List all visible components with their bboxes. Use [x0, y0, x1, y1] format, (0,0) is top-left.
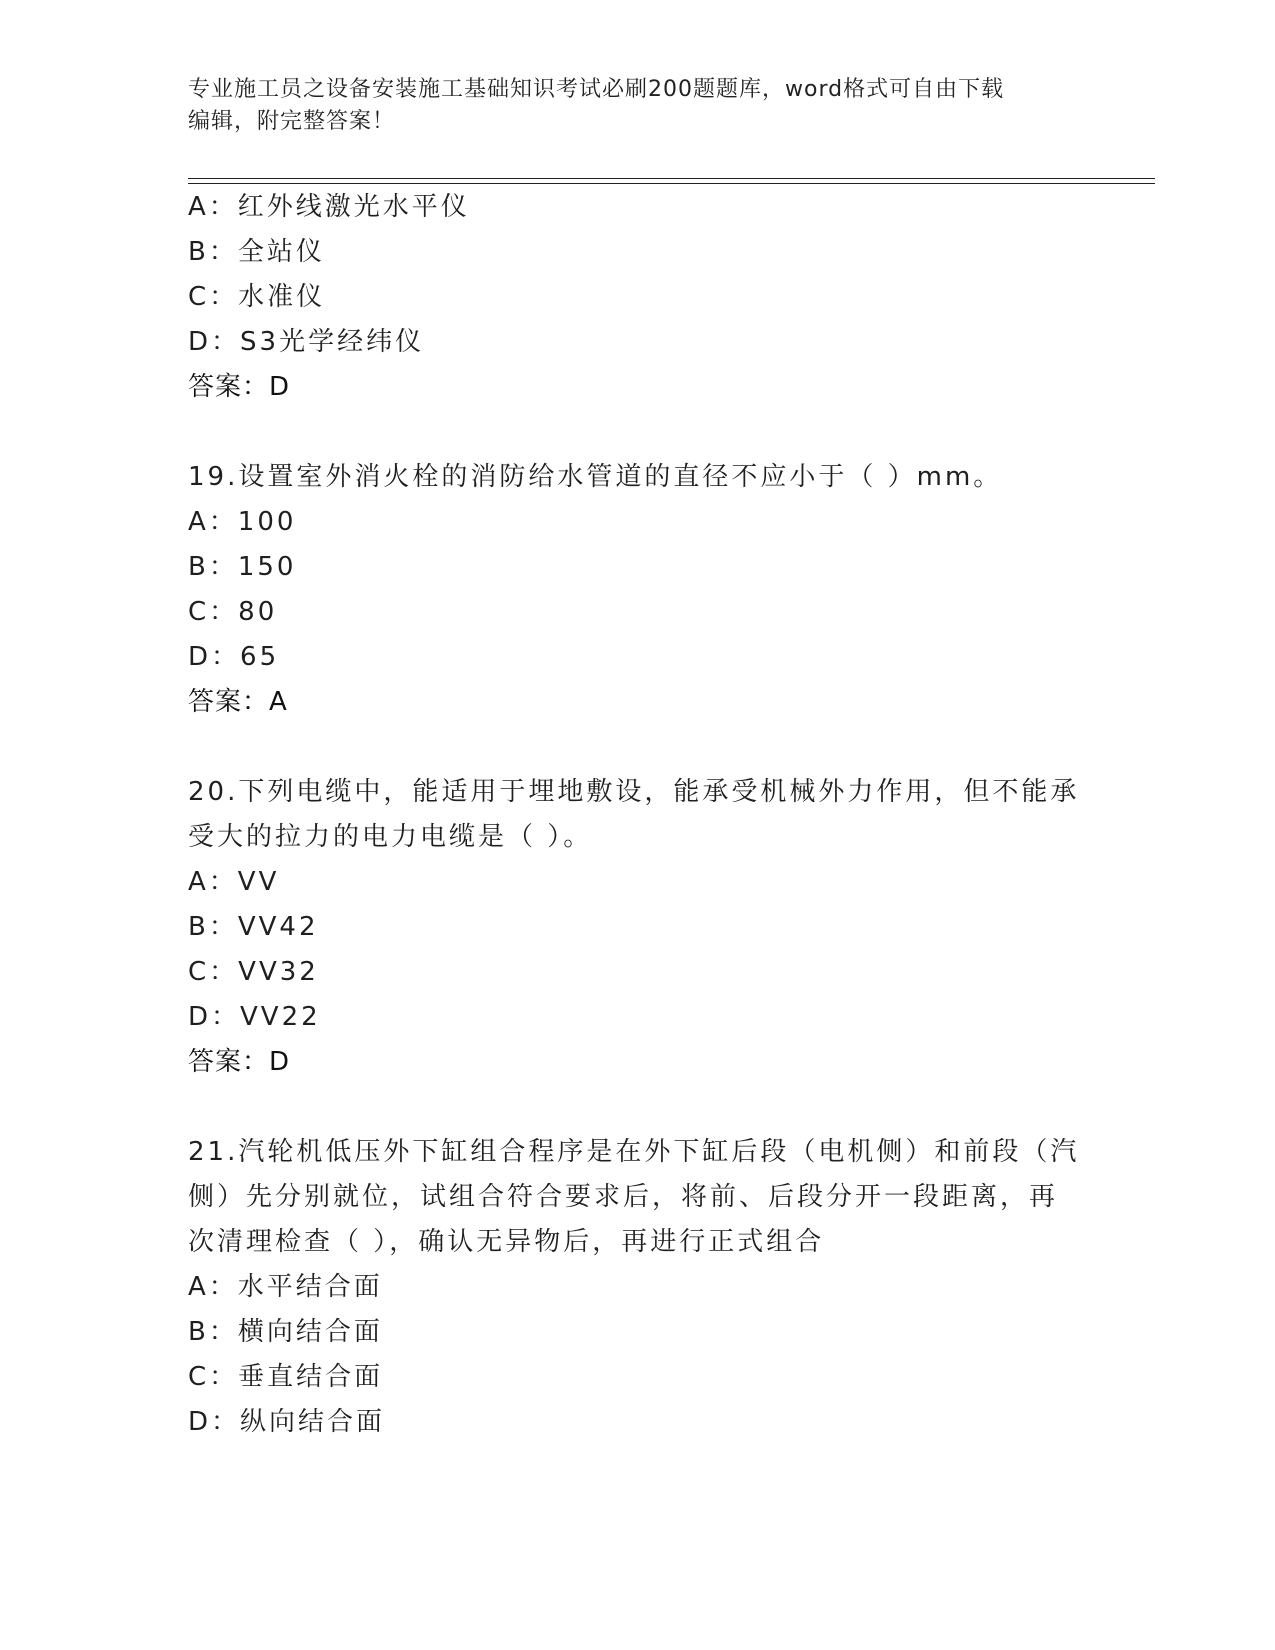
q19-option-d: D：65 — [188, 642, 280, 672]
q20-option-b: B：VV42 — [188, 912, 319, 942]
q21-stem-line2: 侧）先分别就位，试组合符合要求后，将前、后段分开一段距离，再 — [188, 1182, 1059, 1212]
q18-option-c: C：水准仪 — [188, 282, 326, 312]
q20-option-c: C：VV32 — [188, 957, 319, 987]
document-header — [188, 74, 1078, 138]
q21-option-b: B：横向结合面 — [188, 1317, 383, 1347]
q19-option-b: B：150 — [188, 552, 297, 582]
q21-option-c: C：垂直结合面 — [188, 1362, 384, 1392]
q21-option-d: D：纵向结合面 — [188, 1407, 386, 1437]
header-divider-top — [188, 178, 1155, 179]
q20-answer: 答案：D — [188, 1047, 291, 1077]
q19-option-c: C：80 — [188, 597, 278, 627]
q20-option-d: D：VV22 — [188, 1002, 321, 1032]
header-title-line2: 编辑，附完整答案！ — [188, 109, 396, 134]
q19-option-a: A：100 — [188, 507, 297, 537]
header-title-line1: 专业施工员之设备安装施工基础知识考试必刷200题题库，word格式可自由下载 — [188, 77, 1005, 102]
q18-option-d: D：S3光学经纬仪 — [188, 327, 425, 357]
q19-answer: 答案：A — [188, 687, 288, 717]
q20-stem-line2: 受大的拉力的电力电缆是（ ）。 — [188, 822, 593, 852]
q21-option-a: A：水平结合面 — [188, 1272, 383, 1302]
q18-option-a: A：红外线激光水平仪 — [188, 192, 470, 222]
q20-stem-line1: 20.下列电缆中，能适用于埋地敷设，能承受机械外力作用，但不能承 — [188, 777, 1080, 807]
q21-stem-line1: 21.汽轮机低压外下缸组合程序是在外下缸后段（电机侧）和前段（汽 — [188, 1137, 1080, 1167]
q18-option-b: B：全站仪 — [188, 237, 325, 267]
q19-stem: 19.设置室外消火栓的消防给水管道的直径不应小于（ ）mm。 — [188, 462, 1003, 492]
q18-answer: 答案：D — [188, 372, 291, 402]
q21-stem-line3: 次清理检查（ ），确认无异物后，再进行正式组合 — [188, 1227, 825, 1257]
q20-option-a: A：VV — [188, 867, 280, 897]
